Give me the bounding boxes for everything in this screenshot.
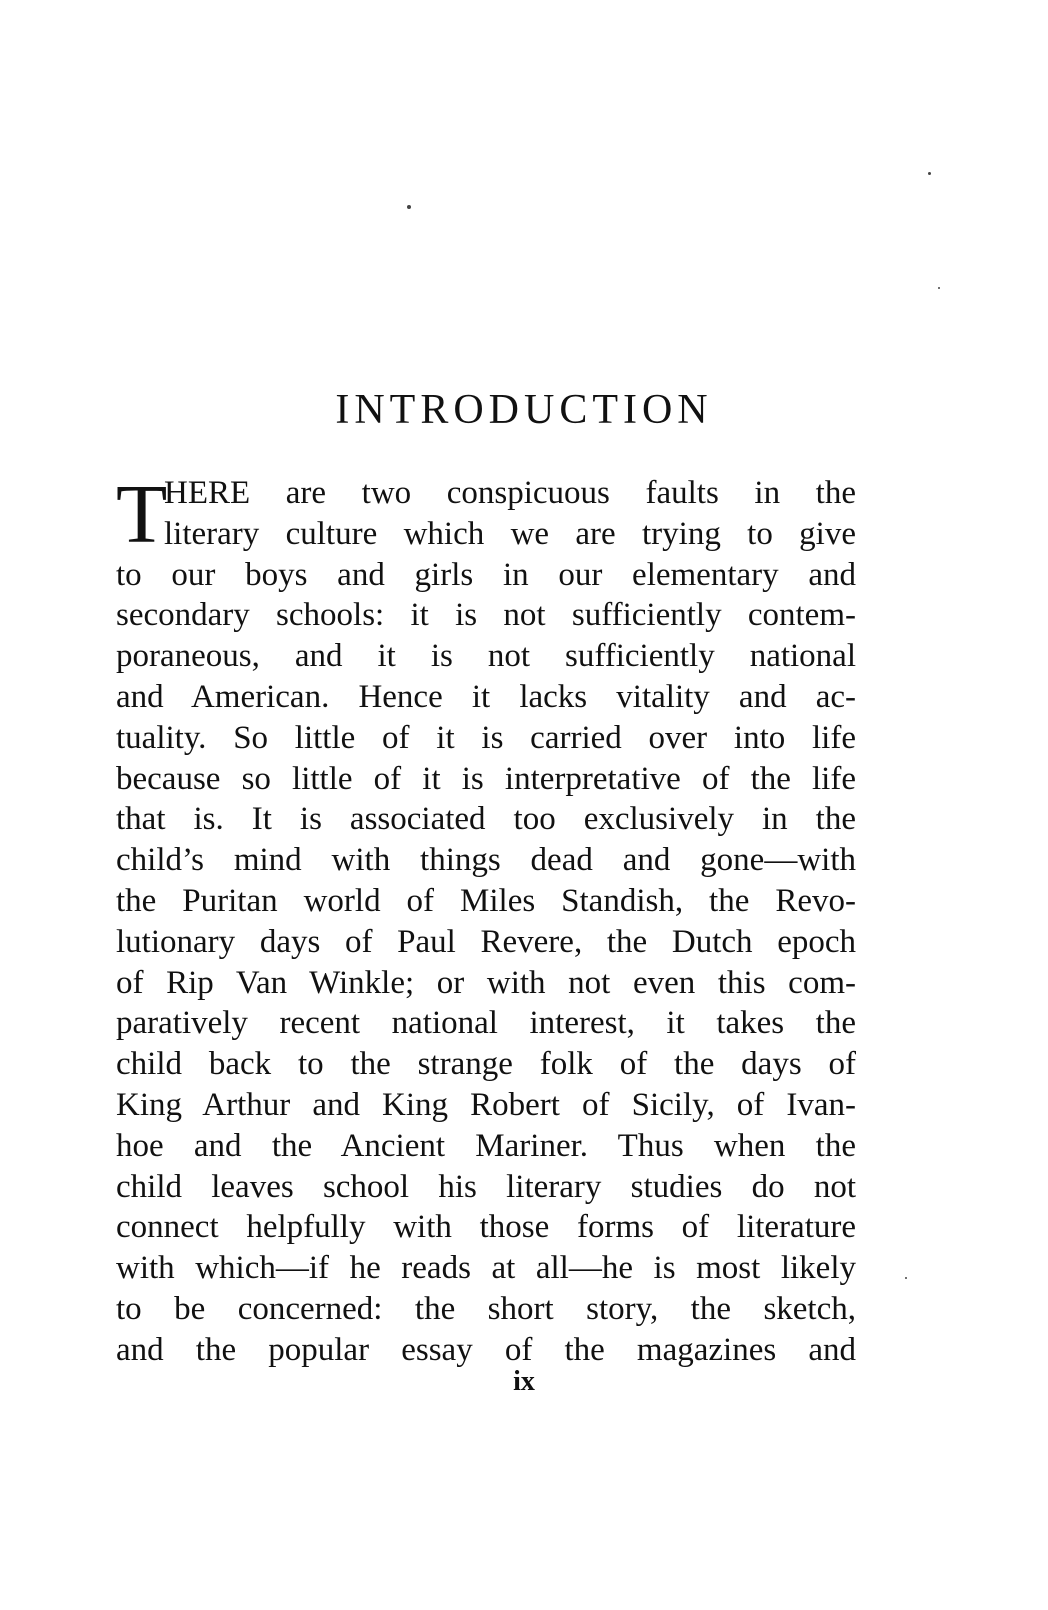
text-line: HERE are two conspicuous faults in the [164,475,856,511]
text-line: the Puritan world of Miles Standish, the Revo- [116,882,856,919]
text-line: of Rip Van Winkle; or with not even this com- [116,964,856,1001]
text-line: and American. Hence it lacks vitality and ac- [116,678,856,715]
text-line: secondary schools: it is not sufficiently contem- [116,597,856,634]
text-line: with which—if he reads at all—he is most likely [116,1250,856,1287]
text-line: hoe and the Ancient Mariner. Thus when the [116,1127,856,1164]
page-number: ix [513,1366,535,1397]
text-line: and the popular essay of the magazines and [116,1331,856,1368]
scan-speck [928,172,931,175]
chapter-title: INTRODUCTION [335,387,713,433]
text-line: paratively recent national interest, it takes the [116,1005,856,1042]
text-line: child’s mind with things dead and gone—with [116,842,856,879]
scan-speck [407,205,411,209]
body-paragraph [116,468,856,1371]
scan-speck [905,1277,907,1279]
text-line: poraneous, and it is not sufficiently national [116,638,856,675]
drop-cap: T [116,468,168,561]
text-line: to our boys and girls in our elementary and [116,556,856,593]
scan-speck [938,287,940,289]
text-line: to be concerned: the short story, the sketch, [116,1290,856,1327]
text-line: tuality. So little of it is carried over into life [116,719,856,756]
text-line: child leaves school his literary studies do not [116,1168,856,1205]
text-line: connect helpfully with those forms of literature [116,1209,856,1246]
text-line: child back to the strange folk of the days of [116,1046,856,1083]
text-line: King Arthur and King Robert of Sicily, of Ivan- [116,1086,856,1123]
text-line: because so little of it is interpretative of the life [116,760,856,797]
text-line: that is. It is associated too exclusively in the [116,801,856,838]
text-line: lutionary days of Paul Revere, the Dutch epoch [116,923,856,960]
text-line: literary culture which we are trying to give [164,515,856,552]
